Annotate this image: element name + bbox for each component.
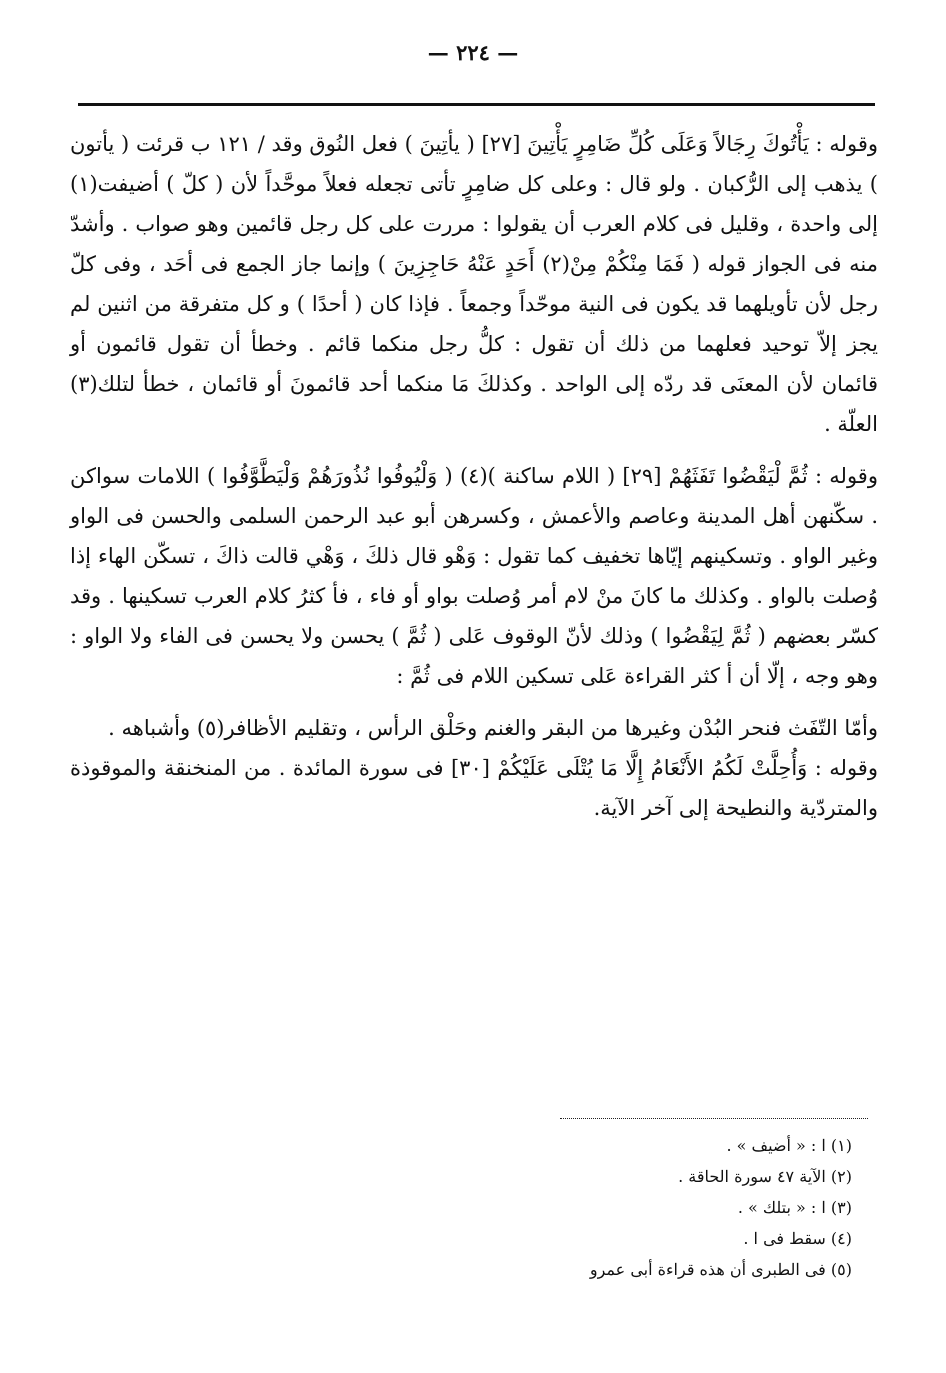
footnote-3: (٣) ا : « بتلك » .: [737, 1198, 852, 1217]
header-divider: [78, 103, 875, 106]
footnote-1: (١) ا : « أضيف » .: [726, 1136, 852, 1155]
footnote-4: (٤) سقط فى ا .: [743, 1229, 852, 1248]
paragraph-verse-27: وقوله : يَأْتُوكَ رِجَالاً وَعَلَى كُلِّ ضَامِرٍ يَأْتِينَ [٢٧] ( يأتِينَ ) فعل النُوق وقد / ١٢١ ب قرئت ( يأتون ) يذهب إلى الرُّكبان . ولو قال : وعلى كل ضامِرٍ تأتى تجعله فعلاً موحَّداً لأن ( كلّ ) أضيفت(١) إلى واحدة ، وقليل فى كلام العرب أن يقولوا : مررت على كل رجل قائمين وهو صواب . وأشدّ منه فى الجواز قوله ( فَمَا مِنْكُمْ مِنْ(٢) أَحَدٍ عَنْهُ حَاجِزِينَ ) وإنما جاز الجمع فى أحَد ، وفى كلّ رجل لأن تأويلهما قد يكون فى النية موحّداً وجمعاً . فإذا كان ( أحدًا ) و كل متفرقة من اثنين لم يجز إلاّ توحيد فعلهما من ذلك أن تقول : كلُّ رجل منكما قائم . وخطأ أن تقول قائمون أو قائمان لأن المعنَى قد ردّه إلى الواحد . وكذلكَ مَا منكما أحد قائمونَ أو قائمان ، خطأ لتلك(٣) العلّة .: [70, 132, 878, 436]
footnote-2: (٢) الآية ٤٧ سورة الحاقة .: [678, 1167, 852, 1186]
paragraph-verse-29: وقوله : ثُمَّ لْيَقْضُوا تَفَثَهُمْ [٢٩] ( اللام ساكنة )(٤) ( وَلْيُوفُوا نُذُورَهُمْ وَلْيَطَّوَّفُوا ) اللامات سواكن . سكّنهن أهل المدينة وعاصم والأعمش ، وكسرهن أبو عبد الرحمن السلمى والحسن فى الواو وغير الواو . وتسكينهم إيّاها تخفيف كما تقول : وَهْو قال ذلكَ ، وَهْي قالت ذاكَ ، تسكّن الهاء إذا وُصلت بالواو . وكذلك ما كانَ منْ لام أمر وُصلت بواو أو فاء ، فأ كثرُ كلام العرب تسكينها . وقد كسّر بعضهم ( ثُمَّ لِيَقْضُوا ) وذلك لأنّ الوقوف عَلى ( ثُمَّ ) يحسن ولا يحسن فى الفاء ولا الواو : وهو وجه ، إلّا أن أ كثر القراءة عَلى تسكين اللام فى ثُمَّ :: [70, 464, 878, 688]
footnote-5: (٥) فى الطبرى أن هذه قراءة أبى عمرو: [589, 1260, 852, 1279]
main-text: [70, 124, 878, 828]
paragraph-verse-30: وقوله : وَأُحِلَّتْ لَكُمُ الأَنْعَامُ إِلَّا مَا يُتْلَى عَلَيْكُمْ [٣٠] فى سورة المائدة . من المنخنقة والموقوذة والمتردّية والنطيحة إلى آخر الآية.: [70, 756, 878, 820]
paragraph-tafath: وأمّا التّفَث فنحر البُدْن وغيرها من البقر والغنم وحَلْق الرأس ، وتقليم الأظافر(٥) وأشباهه .: [108, 716, 878, 740]
footnote-divider: [560, 1118, 868, 1119]
page-number: — ٢٢٤ —: [427, 40, 519, 65]
footnotes: [460, 1130, 852, 1285]
